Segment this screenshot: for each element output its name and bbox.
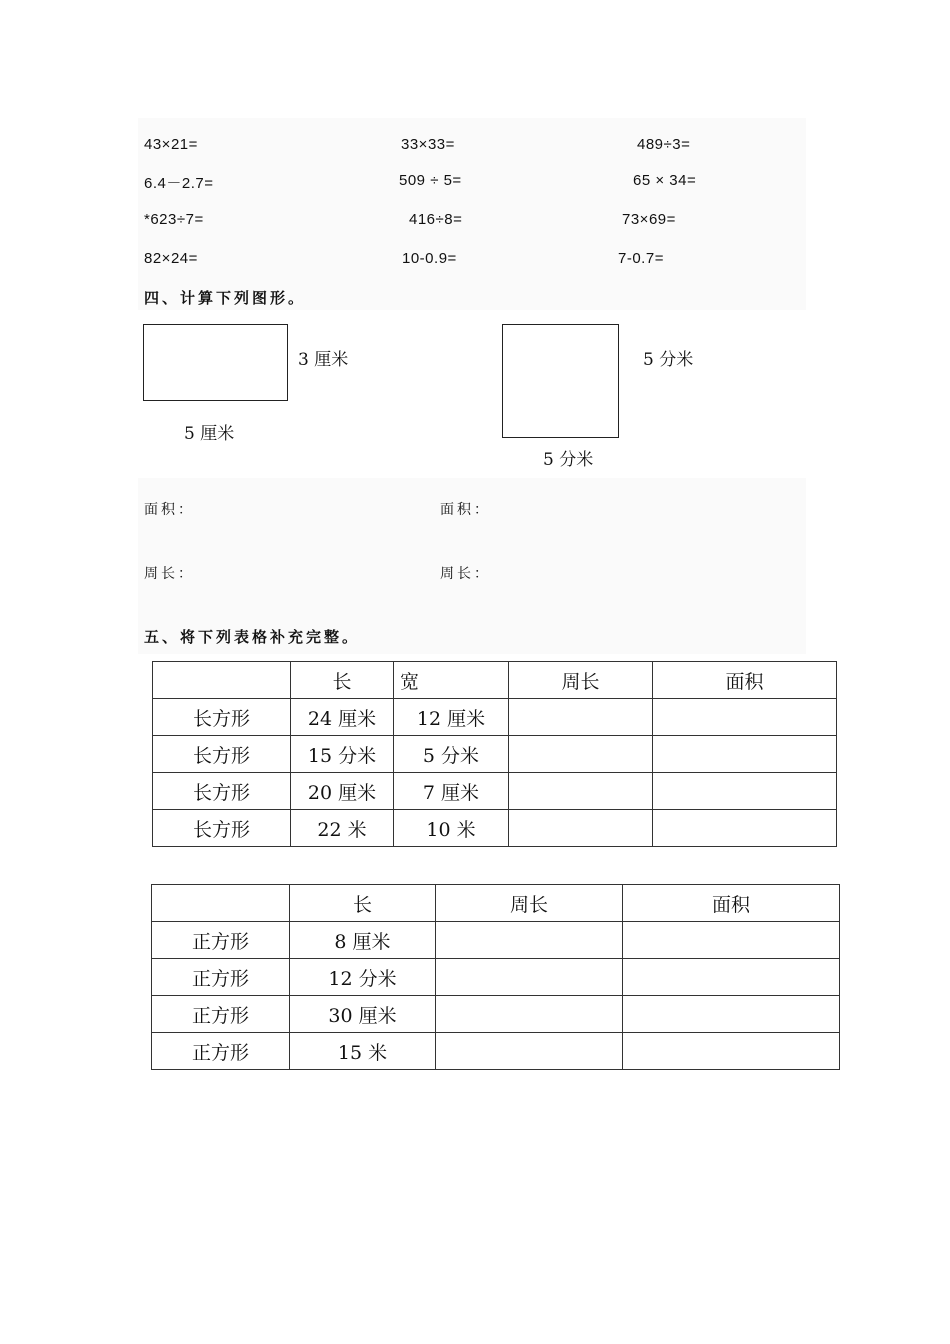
table-row: [152, 996, 840, 1033]
table-row: [152, 1033, 840, 1070]
equation: 43×21=: [144, 136, 198, 153]
perimeter-answer-label-left: 周长：: [144, 566, 195, 582]
area-answer-cell[interactable]: [623, 996, 840, 1033]
area-answer-cell[interactable]: [623, 959, 840, 996]
equation: 33×33=: [401, 136, 455, 153]
shape-name-cell: 正方形: [152, 1033, 290, 1070]
table-row: [153, 810, 837, 847]
area-answer-cell[interactable]: [653, 736, 837, 773]
table-header-cell: 周长: [509, 662, 653, 699]
area-answer-cell[interactable]: [623, 1033, 840, 1070]
length-cell: 8 厘米: [290, 922, 436, 959]
table-row: [152, 922, 840, 959]
width-cell: 5 分米: [394, 736, 509, 773]
table-header-cell: 面积: [653, 662, 837, 699]
length-cell: 22 米: [291, 810, 394, 847]
table-row: [153, 773, 837, 810]
table-header-row: [153, 662, 837, 699]
table-header-cell: 面积: [623, 885, 840, 922]
table-header-cell: 长: [291, 662, 394, 699]
equation: 10-0.9=: [402, 250, 457, 267]
table-header-cell: 周长: [436, 885, 623, 922]
scan-background-top: [138, 118, 806, 310]
shape-name-cell: 正方形: [152, 959, 290, 996]
area-answer-label-right: 面积：: [440, 502, 491, 518]
square-figure: [502, 324, 619, 438]
length-cell: 12 分米: [290, 959, 436, 996]
area-answer-label-left: 面积：: [144, 502, 195, 518]
equation: 73×69=: [622, 211, 676, 228]
perimeter-answer-cell[interactable]: [436, 996, 623, 1033]
square-bottom-label: 5 分米: [543, 450, 594, 470]
rectangle-height-label: 3 厘米: [298, 350, 349, 370]
area-answer-cell[interactable]: [653, 773, 837, 810]
length-cell: 15 米: [290, 1033, 436, 1070]
perimeter-answer-cell[interactable]: [509, 736, 653, 773]
square-table: [151, 884, 840, 1070]
length-cell: 24 厘米: [291, 699, 394, 736]
table-header-cell: 宽: [394, 662, 509, 699]
width-cell: 7 厘米: [394, 773, 509, 810]
width-cell: 10 米: [394, 810, 509, 847]
perimeter-answer-cell[interactable]: [436, 922, 623, 959]
shape-name-cell: 长方形: [153, 736, 291, 773]
rectangle-table: [152, 661, 837, 847]
length-cell: 20 厘米: [291, 773, 394, 810]
equation: 416÷8=: [409, 211, 463, 228]
table-header-cell: [153, 662, 291, 699]
shape-name-cell: 正方形: [152, 922, 290, 959]
table-row: [153, 699, 837, 736]
rectangle-figure: [143, 324, 288, 401]
perimeter-answer-cell[interactable]: [436, 1033, 623, 1070]
perimeter-answer-label-right: 周长：: [440, 566, 491, 582]
section-5-title: 五、将下列表格补充完整。: [144, 629, 361, 646]
area-answer-cell[interactable]: [653, 810, 837, 847]
equation: 6.4－2.7=: [144, 175, 214, 192]
shape-name-cell: 正方形: [152, 996, 290, 1033]
table-row: [153, 736, 837, 773]
rectangle-width-label: 5 厘米: [184, 424, 235, 444]
table-header-cell: [152, 885, 290, 922]
perimeter-answer-cell[interactable]: [436, 959, 623, 996]
shape-name-cell: 长方形: [153, 699, 291, 736]
square-side-label: 5 分米: [643, 350, 694, 370]
table-row: [152, 959, 840, 996]
length-cell: 15 分米: [291, 736, 394, 773]
perimeter-answer-cell[interactable]: [509, 773, 653, 810]
equation: 509 ÷ 5=: [399, 172, 462, 189]
shape-name-cell: 长方形: [153, 773, 291, 810]
width-cell: 12 厘米: [394, 699, 509, 736]
equation: 7-0.7=: [618, 250, 664, 267]
equation: 82×24=: [144, 250, 198, 267]
equation: 65 × 34=: [633, 172, 697, 189]
table-header-row: [152, 885, 840, 922]
table-header-cell: 长: [290, 885, 436, 922]
perimeter-answer-cell[interactable]: [509, 699, 653, 736]
perimeter-answer-cell[interactable]: [509, 810, 653, 847]
area-answer-cell[interactable]: [653, 699, 837, 736]
equation: *623÷7=: [144, 211, 204, 228]
length-cell: 30 厘米: [290, 996, 436, 1033]
section-4-title: 四、计算下列图形。: [144, 290, 307, 307]
area-answer-cell[interactable]: [623, 922, 840, 959]
shape-name-cell: 长方形: [153, 810, 291, 847]
equation: 489÷3=: [637, 136, 691, 153]
